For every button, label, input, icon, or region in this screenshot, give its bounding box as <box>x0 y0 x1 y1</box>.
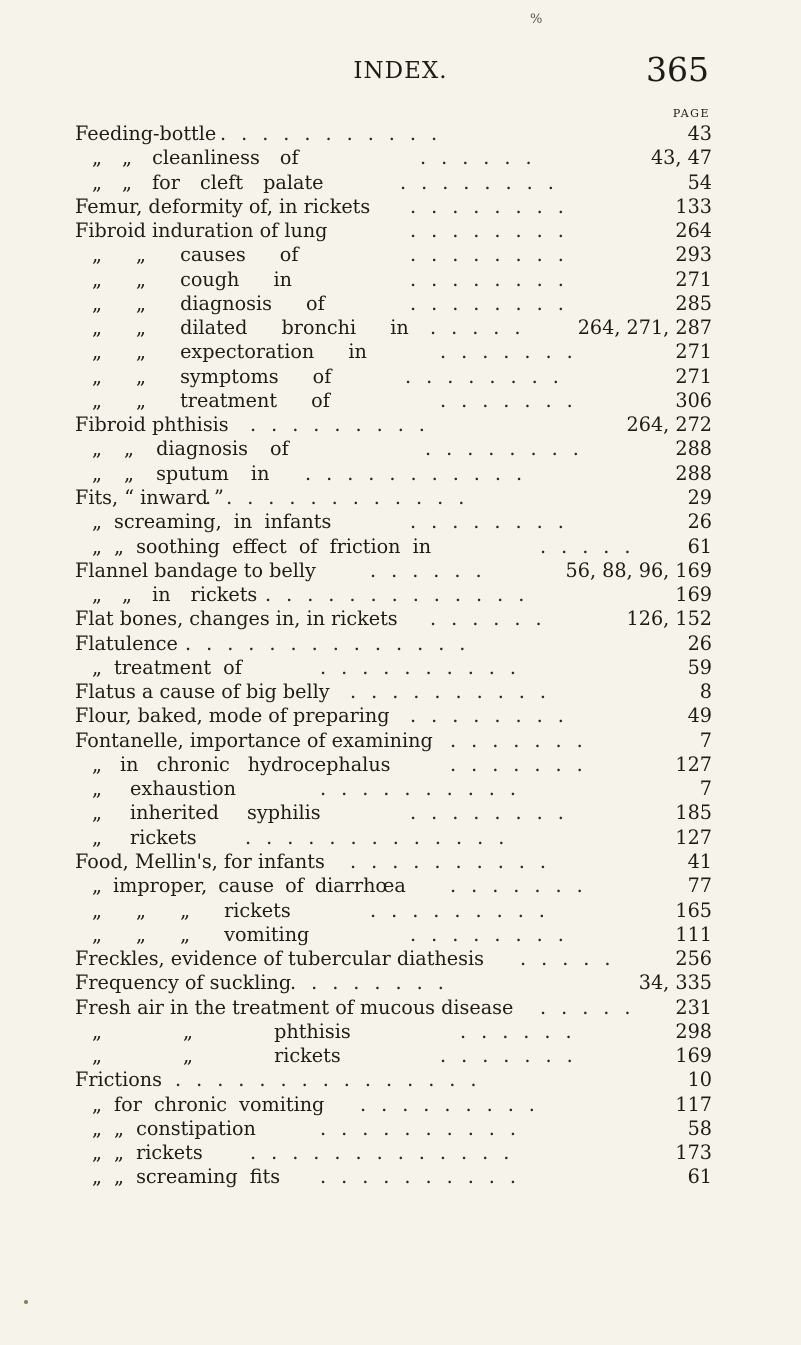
leader-dots: ............. <box>250 1141 525 1165</box>
leader-dots: ...... <box>460 1019 587 1043</box>
entry-pages: 126, 152 <box>626 607 712 631</box>
index-entry <box>0 413 801 437</box>
entry-pages: 169 <box>675 1044 712 1068</box>
index-entry <box>0 656 801 680</box>
index-entry <box>0 292 801 316</box>
index-entry <box>0 389 801 413</box>
leader-dots: ........ <box>410 704 579 728</box>
entry-term: Fibroid phthisis <box>75 413 229 437</box>
entry-pages: 165 <box>675 898 712 922</box>
index-entry <box>0 1044 801 1068</box>
entry-pages: 41 <box>687 849 712 873</box>
entry-term: „ „ constipation <box>92 1116 256 1140</box>
index-entry <box>0 704 801 728</box>
index-entry <box>0 680 801 704</box>
entry-pages: 288 <box>675 461 712 485</box>
entry-term: „ „ symptoms of <box>92 364 332 388</box>
entry-pages: 288 <box>675 437 712 461</box>
leader-dots: .......... <box>320 1116 531 1140</box>
index-entry <box>0 1093 801 1117</box>
page-column-label: PAGE <box>672 107 710 120</box>
index-entry <box>0 1020 801 1044</box>
entry-term: Freckles, evidence of tubercular diathesis <box>75 947 484 971</box>
leader-dots: ......... <box>250 413 440 437</box>
index-entry <box>0 486 801 510</box>
entry-term: „ screaming, in infants <box>92 510 332 534</box>
leader-dots: ........ <box>410 291 579 315</box>
leader-dots: ....... <box>440 340 588 364</box>
entry-term: „ exhaustion <box>92 777 236 801</box>
leader-dots: ........ <box>410 267 579 291</box>
entry-term: „ „ for cleft palate <box>92 170 324 194</box>
index-entry <box>0 1165 801 1189</box>
index-entry <box>0 340 801 364</box>
entry-pages: 264 <box>675 219 712 243</box>
index-entry <box>0 996 801 1020</box>
entry-pages: 10 <box>687 1068 712 1092</box>
index-entry <box>0 437 801 461</box>
index-entry-list <box>0 122 801 1190</box>
entry-pages: 169 <box>675 583 712 607</box>
entry-pages: 256 <box>675 947 712 971</box>
entry-pages: 264, 271, 287 <box>577 316 712 340</box>
entry-pages: 117 <box>675 1092 712 1116</box>
entry-pages: 133 <box>675 194 712 218</box>
leader-dots: .......... <box>320 777 531 801</box>
leader-dots: ..... <box>540 995 646 1019</box>
entry-term: „ inherited syphilis <box>92 801 321 825</box>
index-entry <box>0 462 801 486</box>
leader-dots: .......... <box>350 849 561 873</box>
entry-term: „ „ „ vomiting <box>92 922 310 946</box>
index-entry <box>0 243 801 267</box>
entry-term: „ in chronic hydrocephalus <box>92 752 391 776</box>
entry-pages: 49 <box>687 704 712 728</box>
entry-pages: 264, 272 <box>626 413 712 437</box>
index-entry <box>0 632 801 656</box>
entry-pages: 29 <box>687 485 712 509</box>
entry-term: „ treatment of <box>92 655 242 679</box>
running-head-title: INDEX. <box>353 58 448 84</box>
index-entry <box>0 923 801 947</box>
entry-pages: 26 <box>687 510 712 534</box>
entry-term: „ „ „ rickets <box>92 898 291 922</box>
entry-pages: 58 <box>687 1116 712 1140</box>
entry-term: „ „ screaming fits <box>92 1165 281 1189</box>
leader-dots: ....... <box>450 752 598 776</box>
leader-dots: .......... <box>320 1165 531 1189</box>
index-entry <box>0 607 801 631</box>
entry-term: Frictions <box>75 1068 162 1092</box>
entry-pages: 77 <box>687 874 712 898</box>
entry-term: „ „ dilated bronchi in <box>92 316 409 340</box>
index-entry <box>0 268 801 292</box>
index-entry <box>0 729 801 753</box>
entry-term: Feeding-bottle <box>75 122 217 145</box>
entry-pages: 56, 88, 96, 169 <box>565 558 712 582</box>
leader-dots: .............. <box>185 631 481 655</box>
entry-term: „ „ expectoration in <box>92 340 367 364</box>
index-entry <box>0 583 801 607</box>
entry-pages: 185 <box>675 801 712 825</box>
leader-dots: ......... <box>370 898 560 922</box>
leader-dots: ....... <box>450 874 598 898</box>
leader-dots: ....... <box>440 388 588 412</box>
index-entry <box>0 510 801 534</box>
index-entry <box>0 559 801 583</box>
entry-pages: 54 <box>687 170 712 194</box>
index-entry <box>0 535 801 559</box>
index-entry <box>0 171 801 195</box>
entry-pages: 8 <box>699 680 712 704</box>
entry-pages: 34, 335 <box>638 971 712 995</box>
entry-term: Flatulence <box>75 631 178 655</box>
index-entry <box>0 971 801 995</box>
leader-dots: .......... <box>320 655 531 679</box>
index-entry <box>0 874 801 898</box>
entry-term: Flour, baked, mode of preparing <box>75 704 390 728</box>
index-entry <box>0 826 801 850</box>
entry-pages: 127 <box>675 752 712 776</box>
leader-dots: ....... <box>440 1044 588 1068</box>
leader-dots: ..... <box>430 316 536 340</box>
leader-dots: ........... <box>305 461 538 485</box>
entry-pages: 61 <box>687 534 712 558</box>
entry-pages: 7 <box>699 728 712 752</box>
index-entry <box>0 801 801 825</box>
entry-pages: 59 <box>687 655 712 679</box>
entry-term: „ „ rickets <box>92 1044 341 1068</box>
entry-term: „ improper, cause of diarrhœa <box>92 874 406 898</box>
entry-pages: 231 <box>675 995 712 1019</box>
index-entry <box>0 316 801 340</box>
index-entry <box>0 753 801 777</box>
entry-pages: 7 <box>699 777 712 801</box>
leader-dots: ............. <box>205 485 480 509</box>
entry-term: „ „ soothing effect of friction in <box>92 534 432 558</box>
entry-term: „ „ diagnosis of <box>92 291 325 315</box>
leader-dots: ...... <box>370 558 497 582</box>
entry-term: „ for chronic vomiting <box>92 1092 325 1116</box>
entry-pages: 285 <box>675 291 712 315</box>
leader-dots: ........ <box>425 437 594 461</box>
entry-pages: 43, 47 <box>650 146 712 170</box>
leader-dots: ......... <box>360 1092 550 1116</box>
index-entry <box>0 850 801 874</box>
entry-term: „ „ rickets <box>92 1141 203 1165</box>
leader-dots: ........ <box>405 364 574 388</box>
index-entry <box>0 1117 801 1141</box>
leader-dots: ...... <box>420 146 547 170</box>
leader-dots: ........ <box>410 219 579 243</box>
entry-term: Flat bones, changes in, in rickets <box>75 607 398 631</box>
entry-pages: 271 <box>675 267 712 291</box>
entry-pages: 306 <box>675 388 712 412</box>
entry-term: „ „ phthisis <box>92 1019 351 1043</box>
leader-dots: ........ <box>410 922 579 946</box>
leader-dots: ........... <box>220 122 453 145</box>
leader-dots: ............... <box>175 1068 492 1092</box>
leader-dots: ........ <box>410 243 579 267</box>
entry-pages: 26 <box>687 631 712 655</box>
index-entry <box>0 1141 801 1165</box>
entry-term: „ „ causes of <box>92 243 299 267</box>
leader-dots: ........ <box>290 971 459 995</box>
index-entry <box>0 947 801 971</box>
leader-dots: ........ <box>410 194 579 218</box>
index-entry <box>0 777 801 801</box>
entry-term: „ „ sputum in <box>92 461 270 485</box>
index-entry <box>0 146 801 170</box>
index-entry <box>0 365 801 389</box>
leader-dots: .......... <box>350 680 561 704</box>
entry-pages: 127 <box>675 825 712 849</box>
entry-term: Femur, deformity of, in rickets <box>75 194 371 218</box>
index-entry <box>0 899 801 923</box>
entry-term: „ „ diagnosis of <box>92 437 289 461</box>
entry-pages: 43 <box>687 122 712 145</box>
entry-term: Fontanelle, importance of examining <box>75 728 433 752</box>
leader-dots: ...... <box>430 607 557 631</box>
entry-pages: 111 <box>675 922 712 946</box>
entry-term: Flatus a cause of big belly <box>75 680 330 704</box>
entry-term: „ rickets <box>92 825 197 849</box>
entry-term: Fibroid induration of lung <box>75 219 328 243</box>
leader-dots: ........ <box>400 170 569 194</box>
index-entry <box>0 195 801 219</box>
index-entry <box>0 219 801 243</box>
entry-pages: 173 <box>675 1141 712 1165</box>
entry-term: Fits, “ inward ” <box>75 485 224 509</box>
entry-pages: 271 <box>675 364 712 388</box>
index-entry <box>0 1068 801 1092</box>
entry-term: „ „ in rickets <box>92 583 258 607</box>
entry-term: „ „ cough in <box>92 267 292 291</box>
leader-dots: ........ <box>410 510 579 534</box>
index-entry <box>0 122 801 146</box>
leader-dots: ..... <box>520 947 626 971</box>
entry-pages: 61 <box>687 1165 712 1189</box>
print-mark: % <box>530 12 543 27</box>
leader-dots: ............. <box>265 583 540 607</box>
entry-term: Flannel bandage to belly <box>75 558 316 582</box>
page-number: 365 <box>646 50 709 89</box>
leader-dots: ........ <box>410 801 579 825</box>
entry-pages: 271 <box>675 340 712 364</box>
entry-term: „ „ treatment of <box>92 388 330 412</box>
leader-dots: ............. <box>245 825 520 849</box>
leader-dots: ..... <box>540 534 646 558</box>
page-blemish <box>24 1300 28 1304</box>
entry-pages: 298 <box>675 1019 712 1043</box>
entry-term: Fresh air in the treatment of mucous disease <box>75 995 514 1019</box>
entry-pages: 293 <box>675 243 712 267</box>
leader-dots: ....... <box>450 728 598 752</box>
entry-term: Food, Mellin's, for infants <box>75 849 325 873</box>
entry-term: „ „ cleanliness of <box>92 146 299 170</box>
entry-term: Frequency of suckling <box>75 971 292 995</box>
